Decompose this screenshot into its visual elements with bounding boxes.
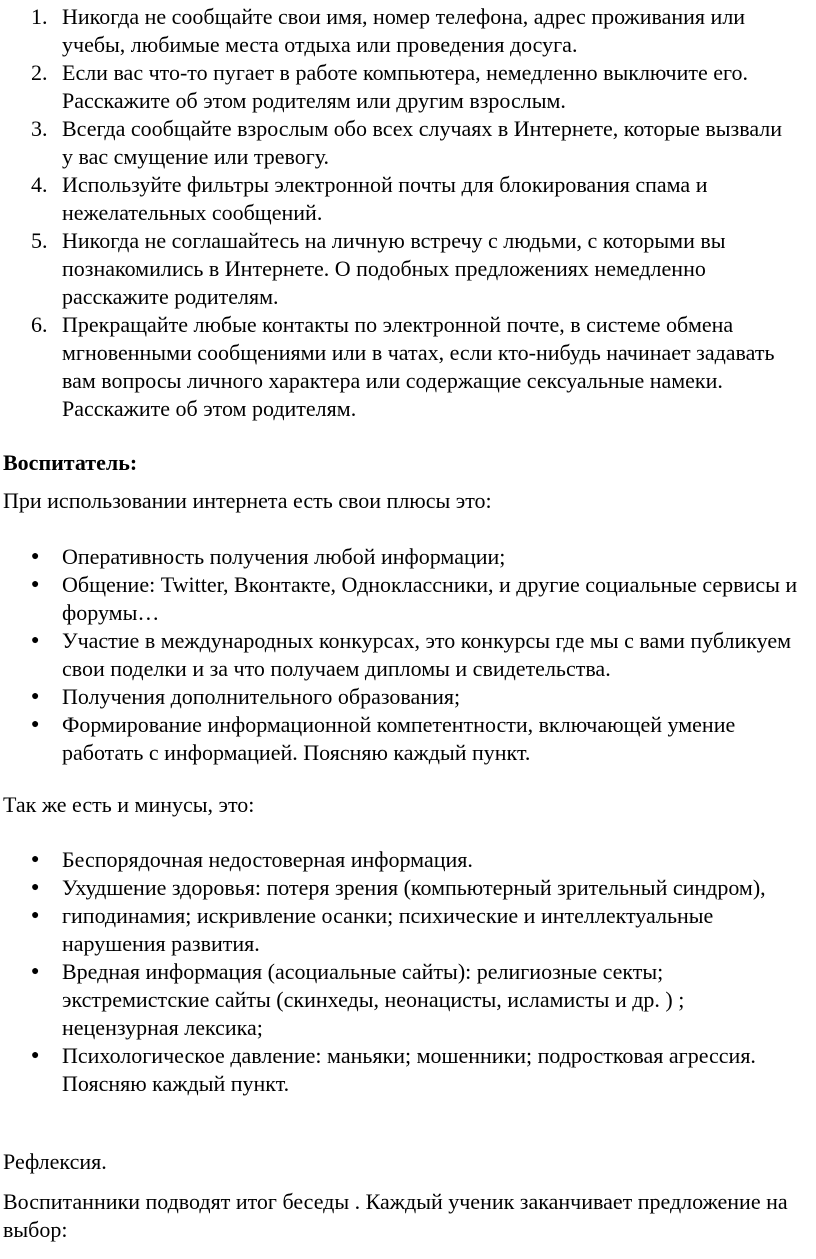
list-item [0, 902, 816, 958]
list-item-text: Общение: Twitter, Вконтакте, Одноклассники, и другие социальные сервисы и форумы… [62, 572, 798, 625]
list-item [0, 683, 816, 711]
list-item-text: Всегда сообщайте взрослым обо всех случаях в Интернете, которые вызвали у вас смущение или тревогу. [62, 116, 783, 169]
list-item [0, 711, 816, 767]
pros-intro: При использовании интернета есть свои плюсы это: [3, 488, 492, 513]
cons-intro: Так же есть и минусы, это: [3, 792, 255, 817]
speaker-heading: Воспитатель: [3, 450, 138, 475]
list-item [0, 543, 816, 571]
pros-list [0, 543, 816, 767]
bullet-icon: ● [31, 1048, 40, 1063]
list-item [0, 311, 816, 423]
list-item [0, 627, 816, 683]
safety-rules-list [0, 3, 816, 423]
bullet-icon: ● [31, 689, 40, 704]
list-item-text: Вредная информация (асоциальные сайты): религиозные секты; экстремистские сайты (скинхеды, неонацисты, исламисты и др. ) ; нецензурная лексика; [62, 959, 685, 1040]
closing-paragraph: Воспитанники подводят итог беседы . Каждый ученик заканчивает предложение на выбор: [3, 1189, 788, 1242]
list-number: 4. [31, 172, 48, 197]
list-item-text: Никогда не сообщайте свои имя, номер телефона, адрес проживания или учебы, любимые места отдыха или проведения досуга. [62, 4, 746, 57]
list-item [0, 3, 816, 59]
list-item [0, 171, 816, 227]
list-number: 1. [31, 4, 48, 29]
reflection-heading: Рефлексия. [3, 1149, 107, 1174]
list-number: 3. [31, 116, 48, 141]
list-item-text: Оперативность получения любой информации; [62, 544, 506, 569]
list-item-text: Никогда не соглашайтесь на личную встречу с людьми, с которыми вы познакомились в Интернете. О подобных предложениях немедленно расскажите родителям. [62, 228, 726, 309]
list-item-text: Используйте фильтры электронной почты для блокирования спама и нежелательных сообщений. [62, 172, 708, 225]
list-item-text: Беспорядочная недостоверная информация. [62, 847, 473, 872]
bullet-icon: ● [31, 577, 40, 592]
bullet-icon: ● [31, 717, 40, 732]
list-item [0, 59, 816, 115]
bullet-icon: ● [31, 633, 40, 648]
list-item [0, 571, 816, 627]
list-number: 5. [31, 228, 48, 253]
list-item [0, 227, 816, 311]
list-item [0, 115, 816, 171]
list-number: 2. [31, 60, 48, 85]
bullet-icon: ● [31, 908, 40, 923]
list-item-text: Прекращайте любые контакты по электронной почте, в системе обмена мгновенными сообщениями или в чатах, если кто-нибудь начинает задавать вам вопросы личного характера или содержащие сексуальные намеки. Расскажите об этом родителям. [62, 312, 775, 421]
bullet-icon: ● [31, 549, 40, 564]
list-item-text: гиподинамия; искривление осанки; психические и интеллектуальные нарушения развития. [62, 903, 714, 956]
list-item-text: Формирование информационной компетентности, включающей умение работать с информацией. Поясняю каждый пункт. [62, 712, 736, 765]
bullet-icon: ● [31, 852, 40, 867]
list-item [0, 1042, 816, 1098]
list-item-text: Получения дополнительного образования; [62, 684, 461, 709]
list-item [0, 846, 816, 874]
bullet-icon: ● [31, 964, 40, 979]
list-item-text: Участие в международных конкурсах, это конкурсы где мы с вами публикуем свои поделки и за что получаем дипломы и свидетельства. [62, 628, 792, 681]
list-number: 6. [31, 312, 48, 337]
list-item [0, 958, 816, 1042]
list-item-text: Ухудшение здоровья: потеря зрения (компьютерный зрительный синдром), [62, 875, 766, 900]
list-item-text: Психологическое давление: маньяки; мошенники; подростковая агрессия. Поясняю каждый пункт. [62, 1043, 756, 1096]
list-item-text: Если вас что-то пугает в работе компьютера, немедленно выключите его. Расскажите об этом родителям или другим взрослым. [62, 60, 748, 113]
list-item [0, 874, 816, 902]
bullet-icon: ● [31, 880, 40, 895]
cons-list [0, 846, 816, 1098]
